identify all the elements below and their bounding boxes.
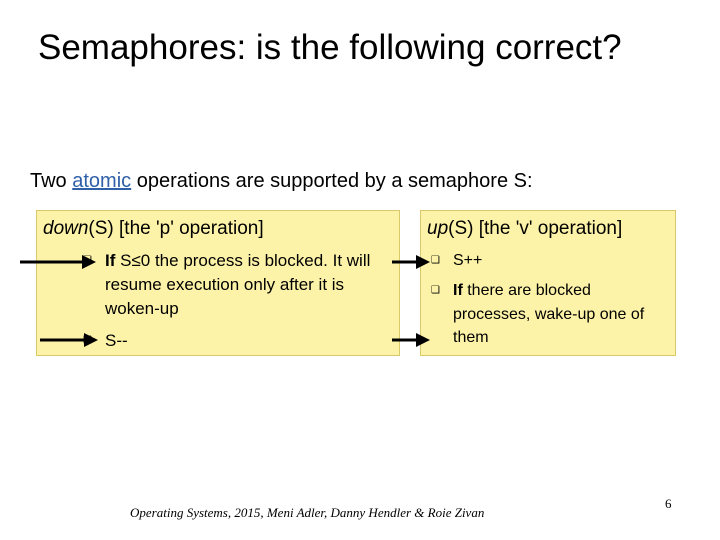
up-function-name: up [427,218,449,239]
up-operation-box [420,210,676,356]
slide-title: Semaphores: is the following correct? [38,28,622,67]
arrow-to-if-blocked-icon [18,252,98,272]
up-bullet-1-text: S++ [453,252,483,269]
down-bullet-2-text: S-- [105,331,128,350]
down-heading [43,218,264,240]
intro-text [30,170,533,193]
up-heading-rest: (S) [the 'v' operation] [448,218,623,239]
intro-before: Two [30,170,73,192]
down-heading-rest: (S) [the 'p' operation] [88,218,264,239]
down-bullet-1-rest: S≤0 the process is blocked. It will resume execution only after it is woken-up [105,251,371,318]
up-bullet-2-rest: there are blocked processes, wake-up one of them [453,282,645,346]
arrow-to-s-decrement-icon [38,330,100,350]
atomic-link[interactable]: atomic [72,170,132,192]
down-bullet-1-text [105,249,393,321]
up-bullet-2-if: If [453,282,463,299]
slide-footer: Operating Systems, 2015, Meni Adler, Danny Hendler & Roie Zivan [130,505,485,520]
arrow-to-s-increment-icon [390,252,432,272]
up-heading [427,218,622,240]
down-bullet-1-if: If [105,251,116,270]
page-number: 6 [665,496,672,511]
filled-square-bullet-icon: ❑ [431,255,440,266]
down-function-name: down [43,218,89,239]
filled-square-bullet-icon: ❑ [431,285,440,296]
up-bullet-2-text [453,279,671,350]
arrow-to-wake-up-icon [390,330,432,350]
intro-after: operations are supported by a semaphore S: [131,170,533,192]
